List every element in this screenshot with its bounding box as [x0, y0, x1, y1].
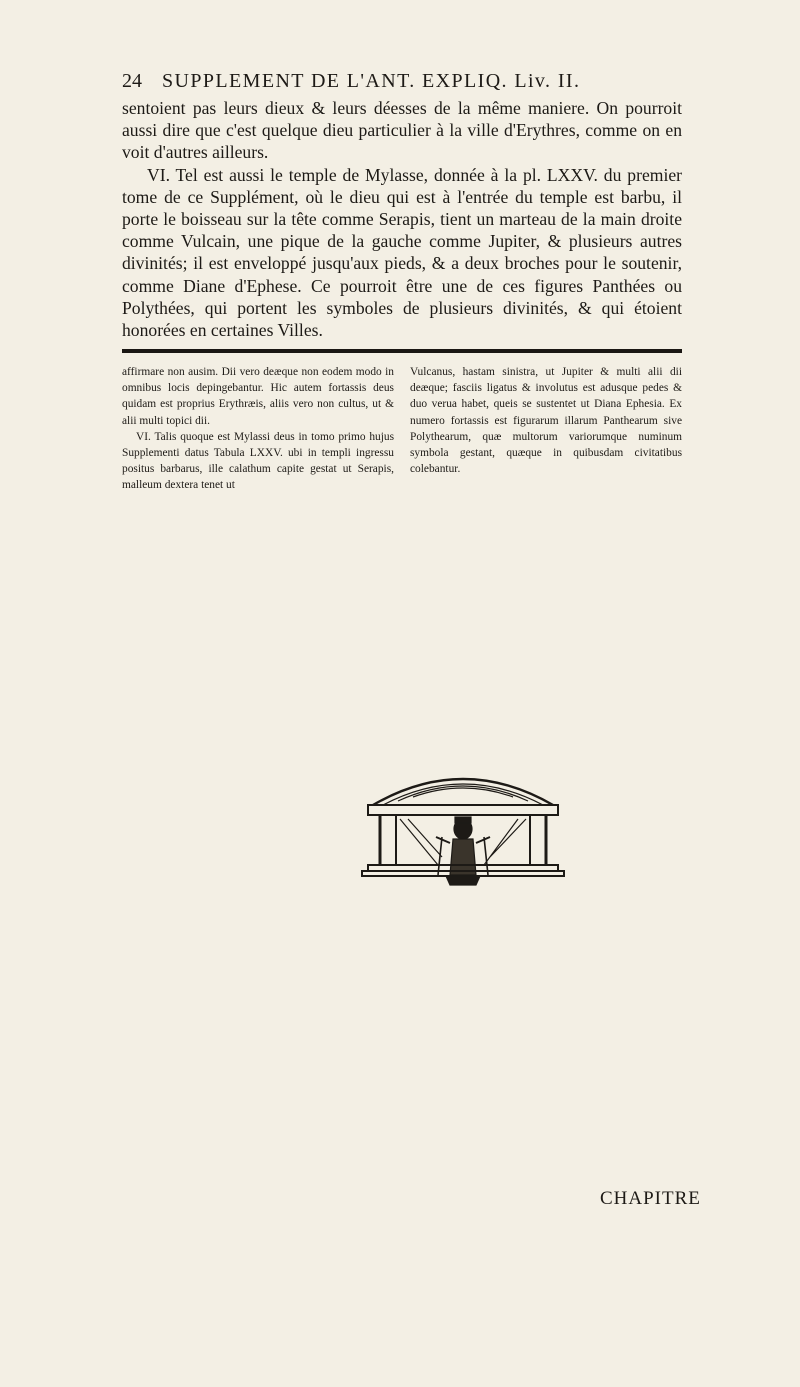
running-head [122, 70, 682, 100]
latin-notes-left-column [122, 364, 394, 494]
page-number: 24 [122, 70, 142, 92]
latin-note: Vulcanus, hastam sinistra, ut Jupiter & multi alii dii deæque; fasciis ligatus & involutus est adusque pedes & duo veruа habet, queis se sustentet ut Diana Ephesia. Ex numero fortassis est figurarum illarum Panthearum sive Polythearum, quæ multorum variorumque numinum symbola gestant, quæque in quibusdam civitatibus colebantur. [410, 366, 682, 476]
engraved-temple-coin-icon [338, 757, 588, 887]
paragraph-continuation: sentoient pas leurs dieux & leurs déesses de la même maniere. On pourroit aussi dire que c'est quelque dieu particulier à la ville d'Erythres, comme on en voit d'autres ailleurs. [122, 98, 682, 163]
latin-notes-right-column [410, 364, 682, 494]
catchword: CHAPITRE [600, 1188, 701, 1209]
paragraph-section-vi: VI. Tel est aussi le temple de Mylasse, donnée à la pl. LXXV. du premier tome de ce Supplément, où le dieu qui est à l'entrée du temple est barbu, il porte le boisseau sur la tête comme Serapis, tient un marteau de la main droite comme Vulcain, une pique de la gauche comme Jupiter, & plusieurs autres divinités; il est enveloppé jusqu'aux pieds, & a deux broches pour le soutenir, comme Diane d'Ephese. Ce pourroit être une de ces figures Panthées ou Polythées, qui portent les symboles de plusieurs divinités, & qui étoient honorées en certaines Villes. [122, 164, 682, 341]
latin-note: VI. Talis quoque est Mylassi deus in tomo primo hujus Supplementi datus Tabula LXXV. ubi in templi ingressu positus barbarus, ille calathum capite gestat ut Serapis, malleum dextera tenet ut [122, 430, 394, 492]
latin-notes [122, 364, 682, 494]
french-text [122, 97, 682, 341]
section-divider [122, 349, 682, 353]
latin-note: affirmare non ausim. Dii vero deæque non eodem modo in omnibus locis depingebantur. Hic autem fortassis deus quidam est proprius Erythræis, aliis vero non cultus, ut & alii multi topici dii. [122, 366, 394, 427]
running-title: SUPPLEMENT DE L'ANT. EXPLIQ. Liv. II. [162, 70, 581, 92]
